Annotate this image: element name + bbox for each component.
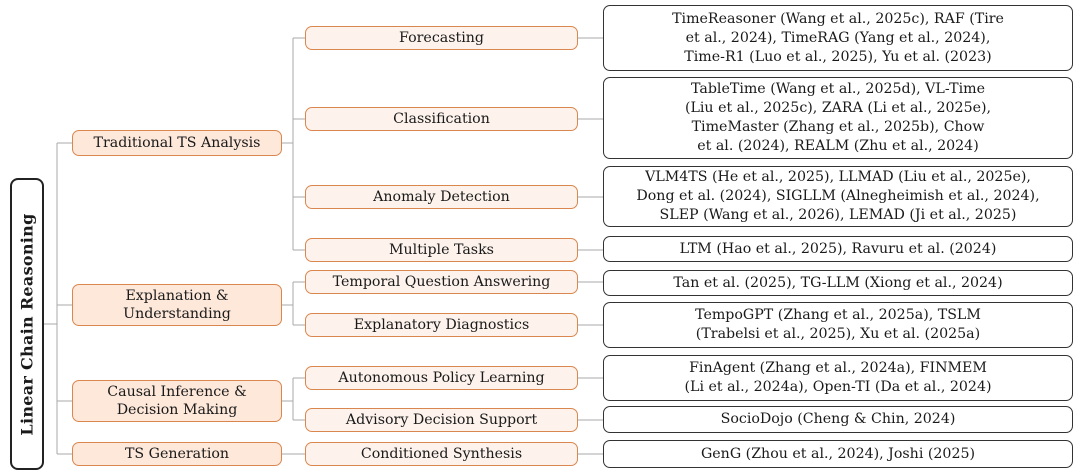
reference-list: GenG (Zhou et al., 2024), Joshi (2025) [603,440,1073,468]
subcategory-node: Forecasting [305,26,578,50]
root-label: Linear Chain Reasoning [17,212,37,436]
reference-list: Tan et al. (2025), TG-LLM (Xiong et al., 2024) [603,270,1073,296]
reference-list: TableTime (Wang et al., 2025d), VL-Time (Liu et al., 2025c), ZARA (Li et al., 2025e), TimeMaster (Zhang et al., 2025b), Chow et al. (2024), REALM (Zhu et al., 2024) [603,77,1073,159]
category-node: Explanation & Understanding [72,284,282,326]
reference-list: TimeReasoner (Wang et al., 2025c), RAF (Tire et al., 2024), TimeRAG (Yang et al., 2024), Time-R1 (Luo et al., 2025), Yu et al. (2023) [603,5,1073,71]
category-node: TS Generation [72,442,282,466]
reference-list: LTM (Hao et al., 2025), Ravuru et al. (2024) [603,236,1073,262]
reference-list: FinAgent (Zhang et al., 2024a), FINMEM (Li et al., 2024a), Open-TI (Da et al., 2024) [603,355,1073,401]
reference-list: SocioDojo (Cheng & Chin, 2024) [603,406,1073,433]
category-node: Traditional TS Analysis [72,130,282,156]
subcategory-node: Temporal Question Answering [305,270,578,294]
root-node [10,178,44,470]
subcategory-node: Anomaly Detection [305,185,578,209]
subcategory-node: Explanatory Diagnostics [305,313,578,337]
subcategory-node: Autonomous Policy Learning [305,366,578,390]
subcategory-node: Conditioned Synthesis [305,442,578,466]
category-node: Causal Inference & Decision Making [72,380,282,422]
reference-list: VLM4TS (He et al., 2025), LLMAD (Liu et al., 2025e), Dong et al. (2024), SIGLLM (Alnegheimish et al., 2024), SLEP (Wang et al., 2026), LEMAD (Ji et al., 2025) [603,166,1073,227]
reference-list: TempoGPT (Zhang et al., 2025a), TSLM (Trabelsi et al., 2025), Xu et al. (2025a) [603,302,1073,348]
subcategory-node: Advisory Decision Support [305,408,578,432]
subcategory-node: Classification [305,107,578,131]
subcategory-node: Multiple Tasks [305,238,578,262]
